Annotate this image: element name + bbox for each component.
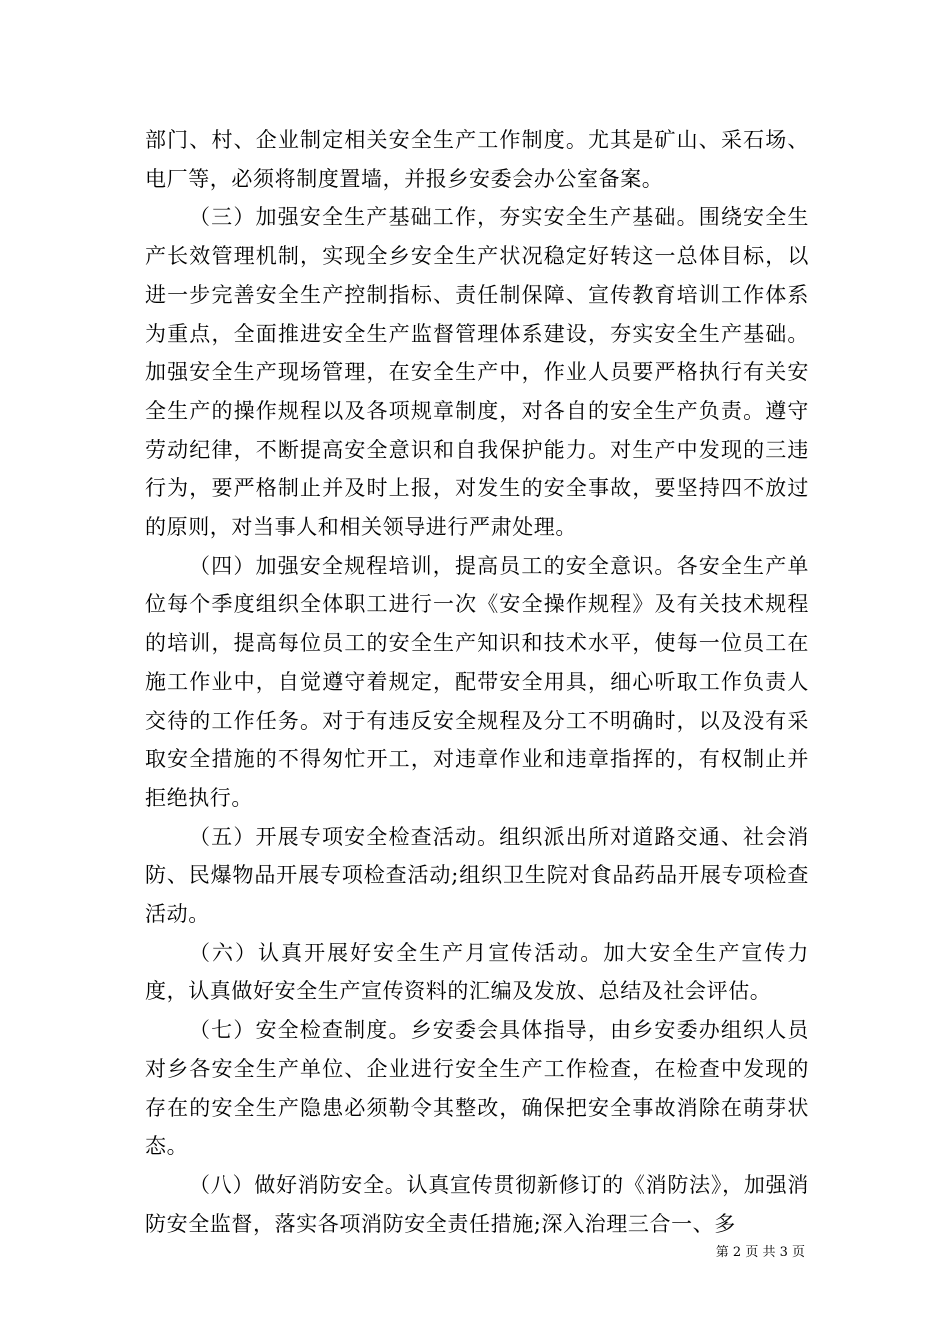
paragraph-item-7: （七）安全检查制度。乡安委会具体指导，由乡安委办组织人员对乡各安全生产单位、企业进行安全生产工作检查，在检查中发现的存在的安全生产隐患必须勒令其整改，确保把安全事故消除在萌芽状态。: [145, 1018, 809, 1159]
paragraph-continuation: 部门、村、企业制定相关安全生产工作制度。尤其是矿山、采石场、电厂等，必须将制度置墙，并报乡安委会办公室备案。: [145, 128, 809, 191]
paragraph-item-6: （六）认真开展好安全生产月宣传活动。加大安全生产宣传力度，认真做好安全生产宣传资料的汇编及发放、总结及社会评估。: [145, 940, 809, 1004]
paragraph-item-5: （五）开展专项安全检查活动。组织派出所对道路交通、社会消防、民爆物品开展专项检查活动;组织卫生院对食品药品开展专项检查活动。: [145, 824, 809, 927]
document-body: [145, 121, 809, 1243]
paragraph-item-3: （三）加强安全生产基础工作，夯实安全生产基础。围绕安全生产长效管理机制，实现全乡安全生产状况稳定好转这一总体目标，以进一步完善安全生产控制指标、责任制保障、宣传教育培训工作体系为重点，全面推进安全生产监督管理体系建设，夯实安全生产基础。加强安全生产现场管理，在安全生产中，作业人员要严格执行有关安全生产的操作规程以及各项规章制度，对各自的安全生产负责。遵守劳动纪律，不断提高安全意识和自我保护能力。对生产中发现的三违行为，要严格制止并及时上报，对发生的安全事故，要坚持四不放过的原则，对当事人和相关领导进行严肃处理。: [145, 205, 809, 540]
paragraph-item-4: （四）加强安全规程培训，提高员工的安全意识。各安全生产单位每个季度组织全体职工进行一次《安全操作规程》及有关技术规程的培训，提高每位员工的安全生产知识和技术水平，使每一位员工在施工作业中，自觉遵守着规定，配带安全用具，细心听取工作负责人交待的工作任务。对于有违反安全规程及分工不明确时，以及没有采取安全措施的不得匆忙开工，对违章作业和违章指挥的，有权制止并拒绝执行。: [145, 553, 809, 810]
page-number-footer: 第 2 页 共 3 页: [715, 1245, 805, 1260]
paragraph-item-8: （八）做好消防安全。认真宣传贯彻新修订的《消防法》，加强消防安全监督，落实各项消防安全责任措施;深入治理三合一、多: [145, 1172, 809, 1236]
